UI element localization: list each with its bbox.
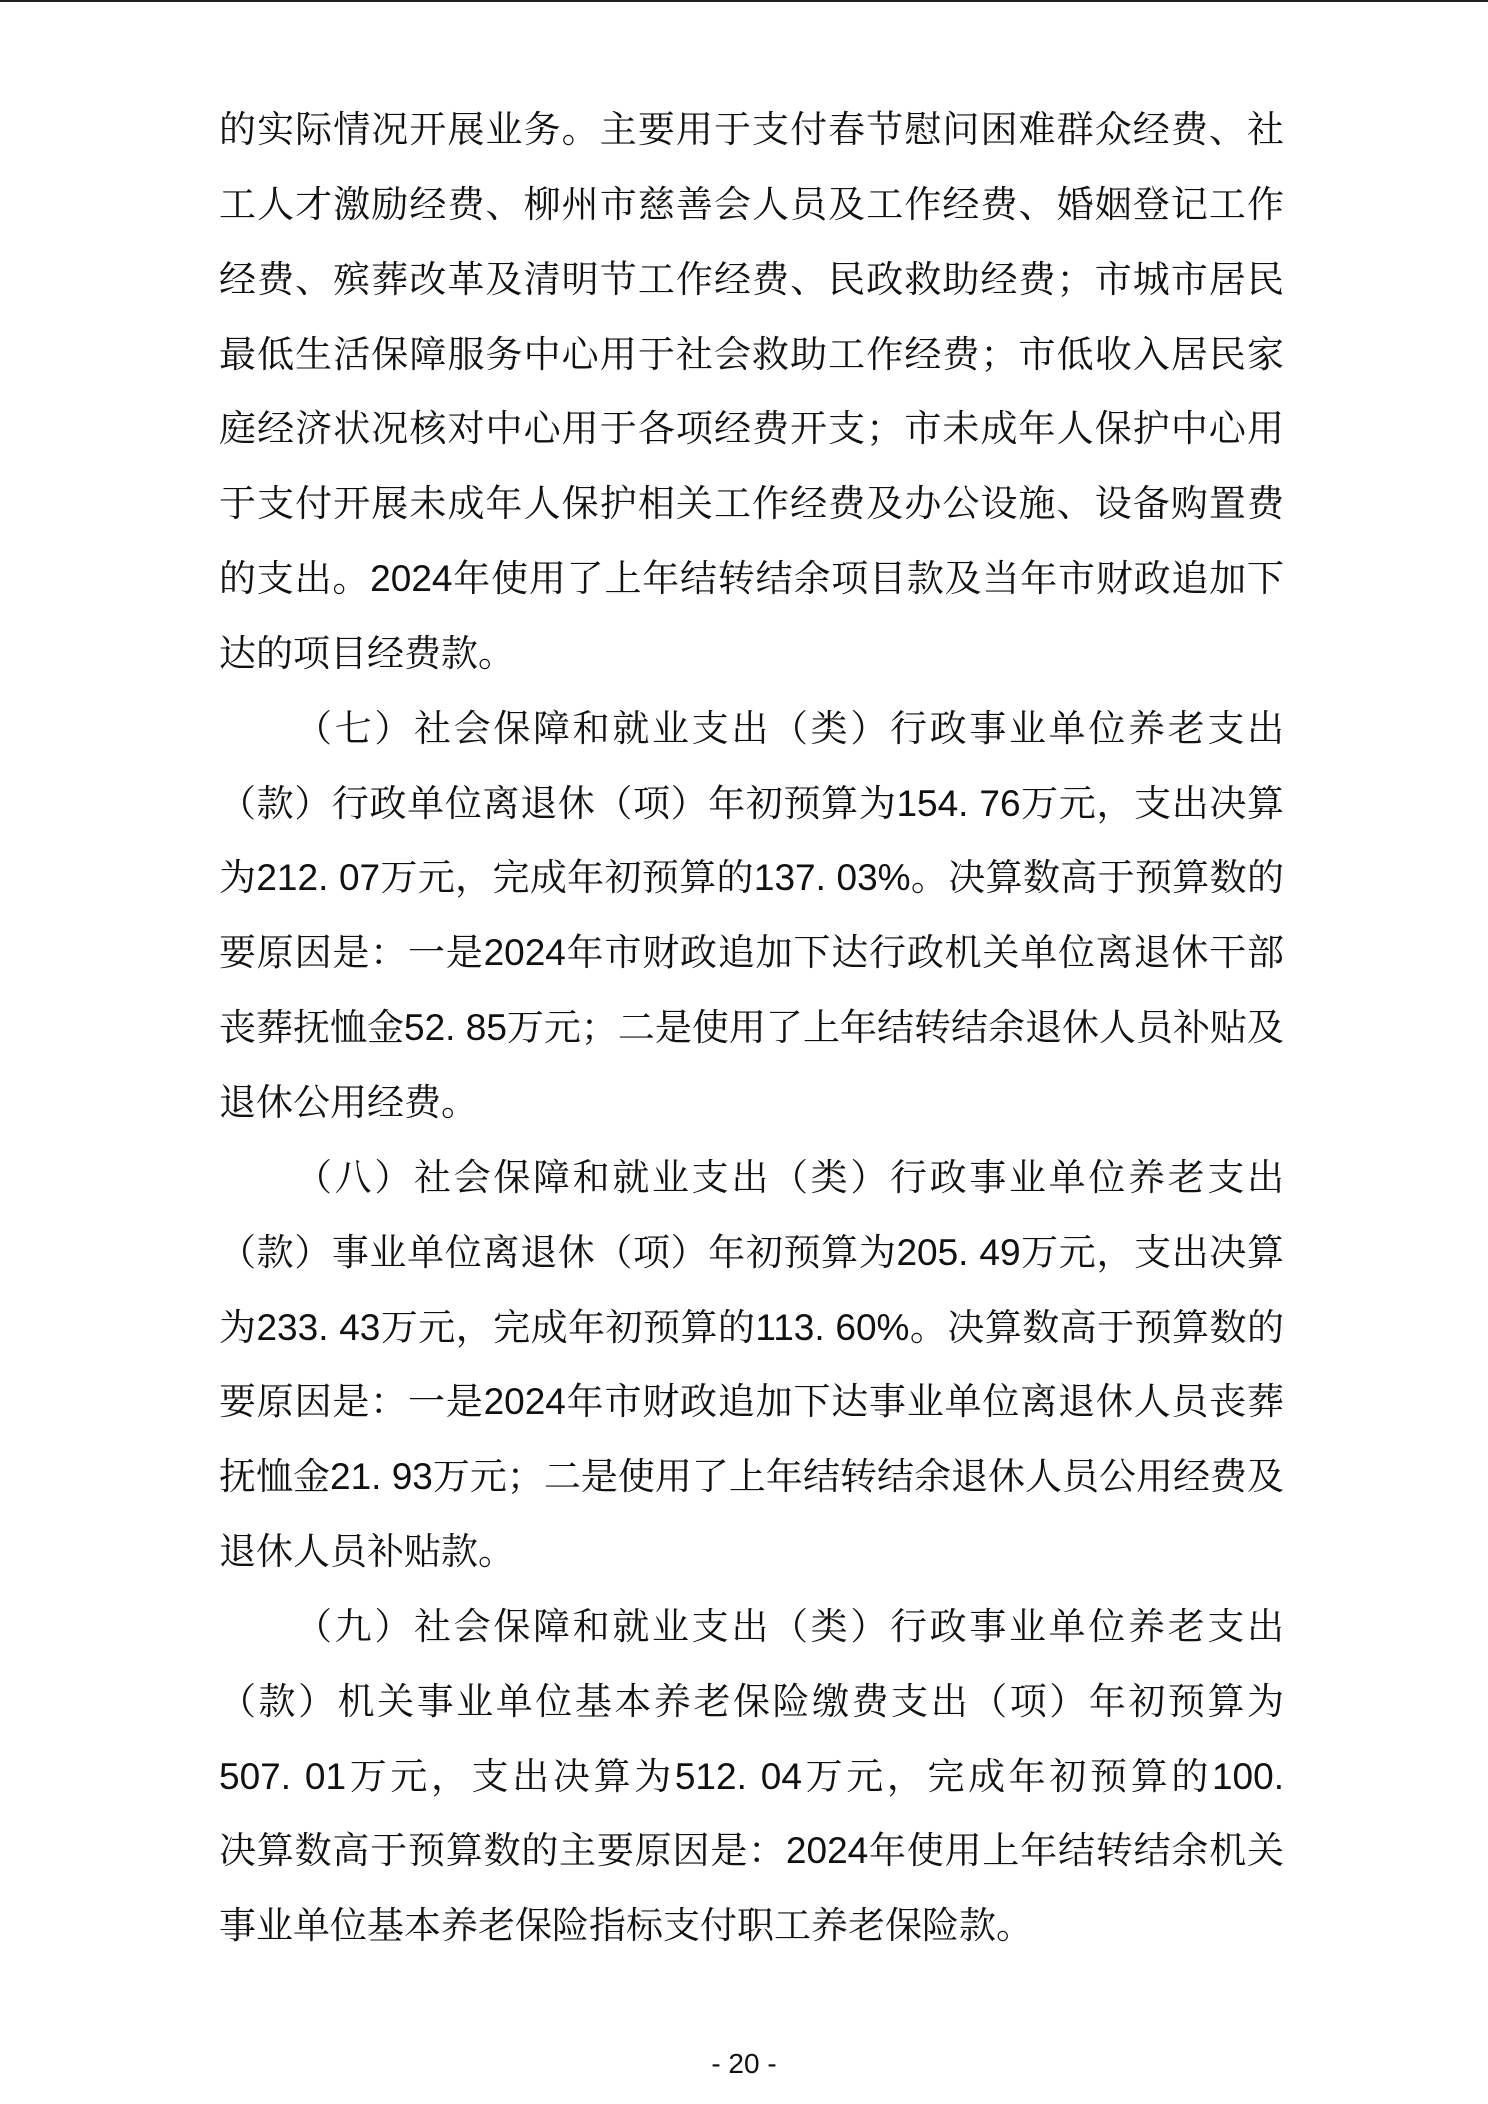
document-body <box>219 93 1284 1964</box>
text-line: 庭经济状况核对中心用于各项经费开支；市未成年人保护中心用 <box>219 408 1284 450</box>
paragraph-item-8 <box>219 1141 1284 1590</box>
text-line: （七）社会保障和就业支出（类）行政事业单位养老支出 <box>295 707 1284 749</box>
text-line: 经费、殡葬改革及清明节工作经费、民政救助经费；市城市居民 <box>219 258 1284 300</box>
text-line: （九）社会保障和就业支出（类）行政事业单位养老支出 <box>295 1605 1284 1647</box>
text-line: 退休人员补贴款。 <box>219 1531 515 1573</box>
text-line: 507. 01万元，支出决算为512. 04万元，完成年初预算的100. <box>219 1755 1284 1797</box>
text-line: 决算数高于预算数的主要原因是：2024年使用上年结转结余机关 <box>219 1830 1284 1872</box>
text-line: 为233. 43万元，完成年初预算的113. 60%。决算数高于预算数的 <box>219 1306 1284 1348</box>
text-line: 要原因是：一是2024年市财政追加下达事业单位离退休人员丧葬 <box>219 1381 1284 1423</box>
text-line: 退休公用经费。 <box>219 1081 478 1123</box>
text-line: 的实际情况开展业务。主要用于支付春节慰问困难群众经费、社 <box>219 109 1284 150</box>
text-line: 工人才激励经费、柳州市慈善会人员及工作经费、婚姻登记工作 <box>219 183 1284 225</box>
text-line: 的支出。2024年使用了上年结转结余项目款及当年市财政追加下 <box>219 558 1284 600</box>
text-line: 事业单位基本养老保险指标支付职工养老保险款。 <box>219 1905 1033 1947</box>
paragraph-continuation <box>219 93 1284 692</box>
text-line: 达的项目经费款。 <box>219 632 515 674</box>
text-line: （款）事业单位离退休（项）年初预算为205. 49万元，支出决算 <box>219 1231 1284 1273</box>
text-line: （八）社会保障和就业支出（类）行政事业单位养老支出 <box>295 1156 1284 1198</box>
text-line: 为212. 07万元，完成年初预算的137. 03%。决算数高于预算数的 <box>219 857 1284 899</box>
text-line: 丧葬抚恤金52. 85万元；二是使用了上年结转结余退休人员补贴及 <box>219 1007 1284 1049</box>
page-top-border <box>0 0 1488 2</box>
paragraph-item-9 <box>219 1590 1284 1964</box>
text-line: 于支付开展未成年人保护相关工作经费及办公设施、设备购置费 <box>219 483 1284 525</box>
text-line: （款）机关事业单位基本养老保险缴费支出（项）年初预算为 <box>219 1680 1284 1722</box>
text-line: 抚恤金21. 93万元；二是使用了上年结转结余退休人员公用经费及 <box>219 1456 1284 1498</box>
page-number: - 20 - <box>711 2048 777 2079</box>
text-line: （款）行政单位离退休（项）年初预算为154. 76万元，支出决算 <box>219 782 1284 824</box>
text-line: 要原因是：一是2024年市财政追加下达行政机关单位离退休干部 <box>219 932 1284 974</box>
paragraph-item-7 <box>219 692 1284 1141</box>
text-line: 最低生活保障服务中心用于社会救助工作经费；市低收入居民家 <box>219 333 1284 375</box>
